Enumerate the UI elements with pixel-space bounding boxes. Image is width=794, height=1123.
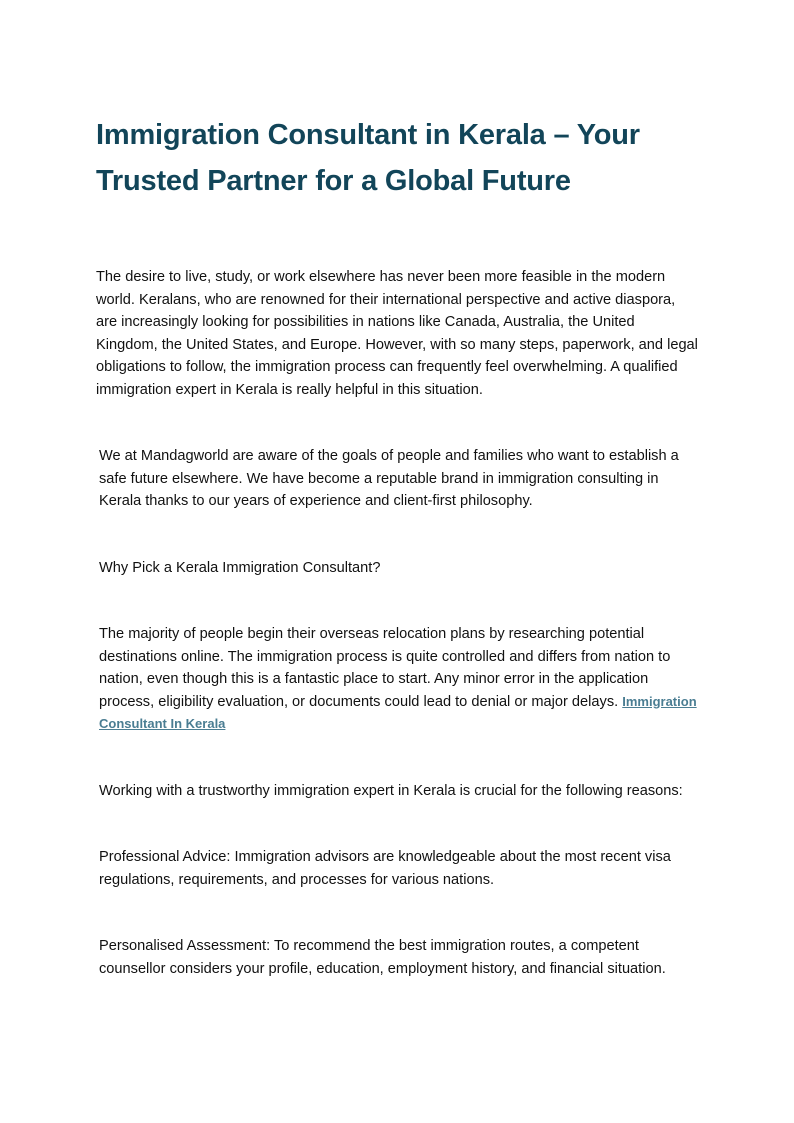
majority-text: The majority of people begin their overseas relocation plans by researching potential destinations online. The immigration process is quite controlled and differs from nation to nation, even though this is a fantastic place to start. Any minor error in the application process, eligibility evaluation, or documents could lead to denial or major delays. [99, 626, 671, 710]
page-title: Immigration Consultant in Kerala – Your Trusted Partner for a Global Future [96, 119, 640, 197]
about-paragraph: We at Mandagworld are aware of the goals of people and families who want to establish a safe future elsewhere. We have become a reputable brand in immigration consulting in Kerala thanks to our years of experience and client-first philosophy. [99, 448, 679, 509]
working-paragraph: Working with a trustworthy immigration expert in Kerala is crucial for the following reasons: [99, 782, 683, 799]
personalised-assessment-paragraph: Personalised Assessment: To recommend the best immigration routes, a competent counsellor considers your profile, education, employment history, and financial situation. [99, 938, 666, 977]
immigration-consultant-link[interactable]: Immigration Consultant In Kerala [99, 693, 697, 731]
professional-advice-paragraph: Professional Advice: Immigration advisors are knowledgeable about the most recent visa regulations, requirements, and processes for various nations. [99, 849, 671, 888]
majority-paragraph [96, 623, 700, 736]
intro-paragraph: The desire to live, study, or work elsewhere has never been more feasible in the modern world. Keralans, who are renowned for their international perspective and active diaspora, are increasingly looking for possibilities in nations like Canada, Australia, the United Kingdom, the United States, and Europe. However, with so many steps, paperwork, and legal obligations to follow, the immigration process can frequently feel overwhelming. A qualified immigration expert in Kerala is really helpful in this situation. [96, 269, 698, 398]
document-page [96, 112, 700, 980]
why-heading: Why Pick a Kerala Immigration Consultant? [99, 559, 381, 576]
